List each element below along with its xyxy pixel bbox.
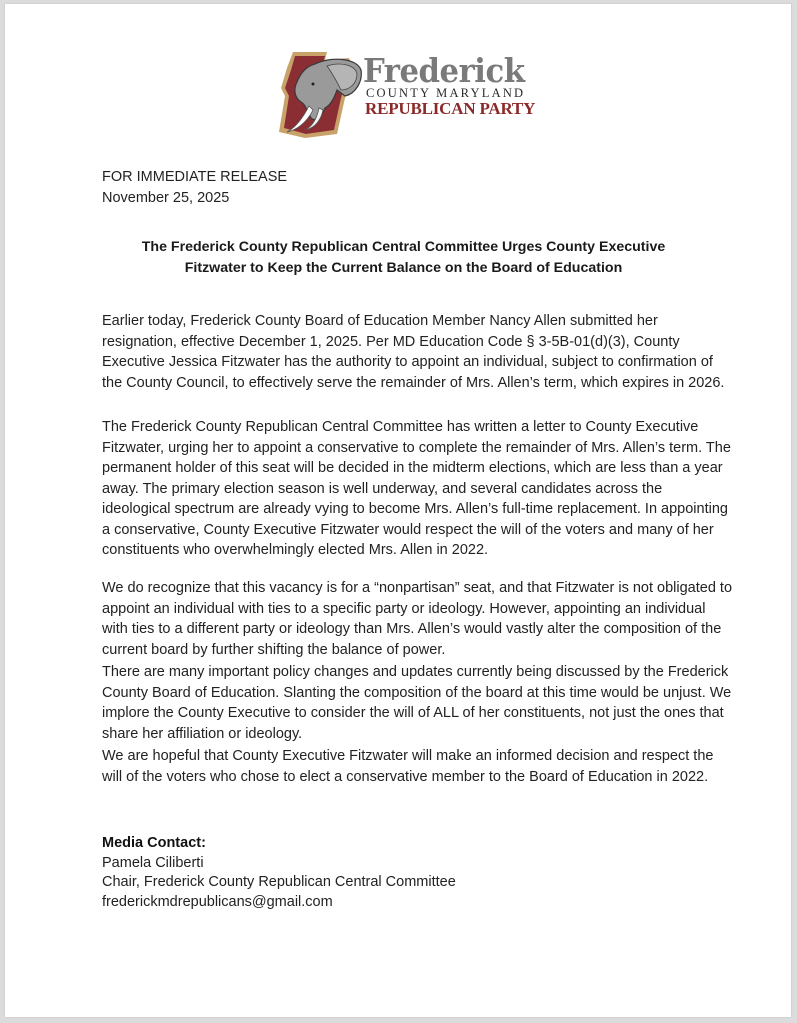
body-paragraph: We do recognize that this vacancy is for a “nonpartisan” seat, and that Fitzwater is not obligated to appoint an individual with ties to a specific party or ideology. However, appointing an individual with ties to a different party or ideology than Mrs. Allen’s would vastly alter the composition of the current board by further shifting the balance of power. <box>102 580 733 658</box>
body-paragraph: Earlier today, Frederick County Board of Education Member Nancy Allen submitted her resignation, effective December 1, 2025. Per MD Education Code § 3-5B-01(d)(3), County Executive Jessica Fitzwater has the authority to appoint an individual, subject to confirmation of the County Council, to effectively serve the remainder of Mrs. Allen’s term, which expires in 2026. <box>102 313 725 391</box>
contact-label: Media Contact: <box>102 835 206 851</box>
headline-line-1: The Frederick County Republican Central Committee Urges County Executive <box>141 239 666 255</box>
body-paragraph: The Frederick County Republican Central Committee has written a letter to County Executive Fitzwater, urging her to appoint a conservative to complete the remainder of Mrs. Allen’s term. The permanent holder of this seat will be decided in the midterm elections, which are less than a year away. The primary election season is well underway, and several candidates across the ideological spectrum are already vying to become Mrs. Allen’s full-time replacement. In appointing a conservative, County Executive Fitzwater would respect the will of the voters and many of her constituents who overwhelmingly elected Mrs. Allen in 2022. <box>102 419 731 558</box>
logo-subtitle: COUNTY MARYLAND <box>366 86 526 100</box>
release-date: November 25, 2025 <box>102 190 230 206</box>
logo-wordmark <box>363 51 538 118</box>
elephant-icon <box>275 48 363 140</box>
body-paragraph: There are many important policy changes and updates currently being discussed by the Frederick County Board of Education. Slanting the composition of the board at this time would be unjust. We implore the County Executive to consider the will of ALL of her constituents, not just the ones that share her affiliation or ideology. <box>102 664 732 742</box>
release-header <box>102 167 732 209</box>
headline-line-2: Fitzwater to Keep the Current Balance on the Board of Education <box>184 260 623 276</box>
logo-title: Frederick <box>363 51 525 90</box>
party-logo <box>275 48 535 140</box>
contact-name: Pamela Ciliberti <box>102 854 204 871</box>
contact-email[interactable]: frederickmdrepublicans@gmail.com <box>102 893 333 910</box>
contact-title: Chair, Frederick County Republican Central Committee <box>102 874 456 890</box>
release-label: FOR IMMEDIATE RELEASE <box>102 169 288 185</box>
media-contact <box>102 834 732 912</box>
body-paragraph: We are hopeful that County Executive Fitzwater will make an informed decision and respect the will of the voters who chose to elect a conservative member to the Board of Education in 2022. <box>102 748 714 785</box>
logo-party: REPUBLICAN PARTY <box>365 99 536 118</box>
document-page <box>5 4 791 1017</box>
headline <box>95 237 712 279</box>
